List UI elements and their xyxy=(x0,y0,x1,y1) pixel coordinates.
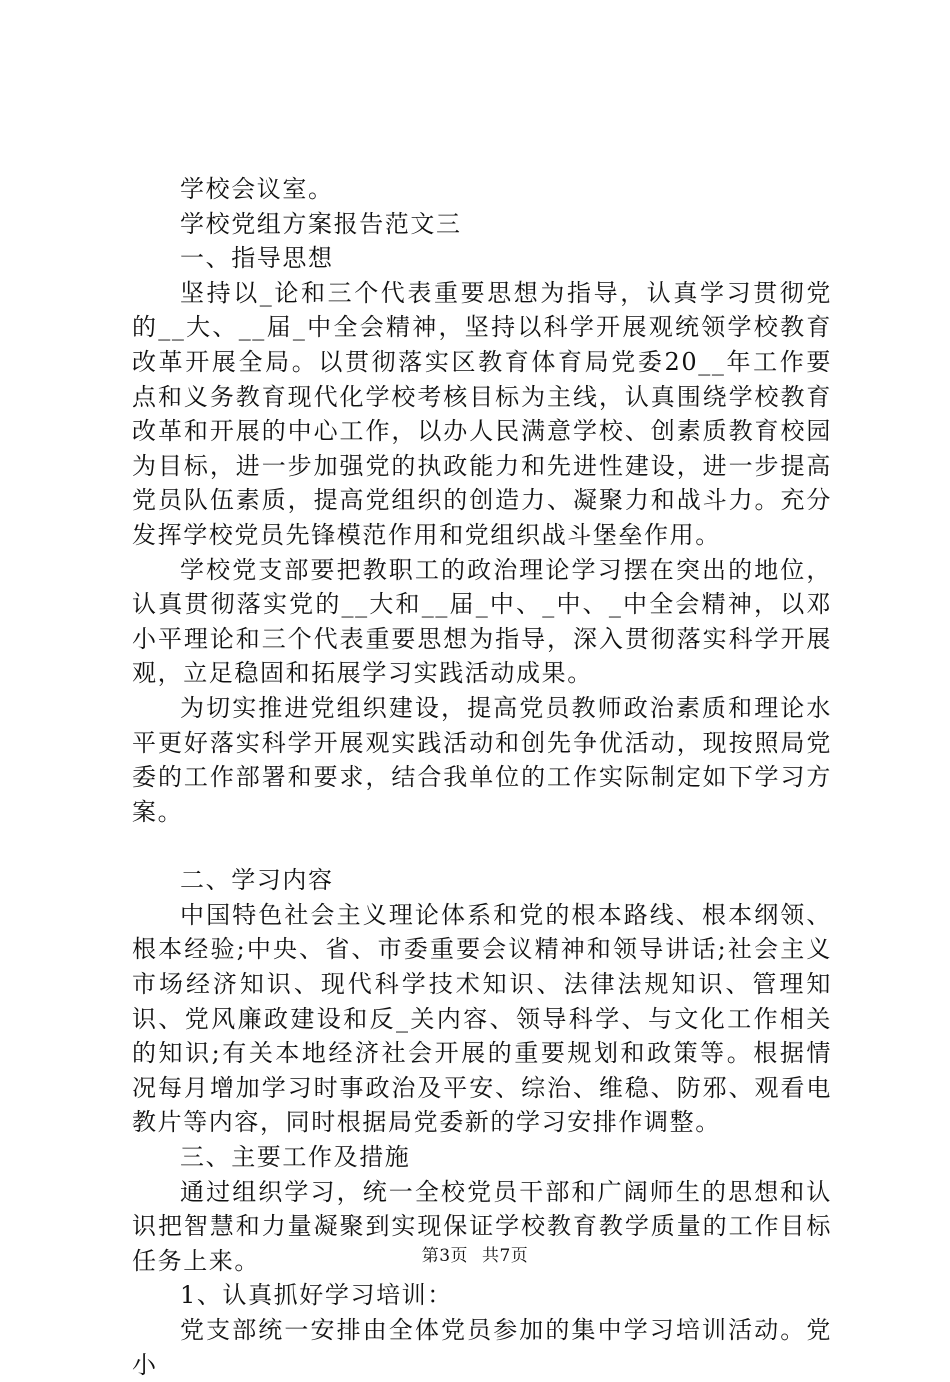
section-heading-main-work: 三、主要工作及措施 xyxy=(180,1143,411,1172)
paragraph-meeting-room: 学校会议室。 xyxy=(180,175,334,203)
document-body xyxy=(132,172,832,1382)
paragraph-study-plan-purpose: 为切实推进党组织建设，提高党员教师政治素质和理论水平更好落实科学开展观实践活动和创先争优活动，现按照局党委的工作部署和要求，结合我单位的工作实际制定如下学习方案。 xyxy=(132,693,832,826)
document-title: 学校党组方案报告范文三 xyxy=(180,209,462,238)
paragraph-guiding-ideology: 坚持以_论和三个代表重要思想为指导，认真学习贯彻党的__大、__届_中全会精神，坚持以科学开展观统领学校教育改革开展全局。以贯彻落实区教育体育局党委20__年工作要点和义务教育现代化学校考核目标为主线，认真围绕学校教育改革和开展的中心工作，以办人民满意学校、创素质教育校园为目标，进一步加强党的执政能力和先进性建设，进一步提高党员队伍素质，提高党组织的创造力、凝聚力和战斗力。充分发挥学校党员先锋模范作用和党组织战斗堡垒作用。 xyxy=(132,278,832,549)
paragraph-study-content: 中国特色社会主义理论体系和党的根本路线、根本纲领、根本经验;中央、省、市委重要会议精神和领导讲话;社会主义市场经济知识、现代科学技术知识、法律法规知识、管理知识、党风廉政建设和反_关内容、领导科学、与文化工作相关的知识;有关本地经济社会开展的重要规划和政策等。根据情况每月增加学习时事政治及平安、综治、维稳、防邪、观看电教片等内容，同时根据局党委新的学习安排作调整。 xyxy=(132,900,832,1137)
subheading-study-training: 1、认真抓好学习培训： xyxy=(180,1281,453,1310)
paragraph-party-branch-study: 学校党支部要把教职工的政治理论学习摆在突出的地位，认真贯彻落实党的__大和__届_中、_中、_中全会精神，以邓小平理论和三个代表重要思想为指导，深入贯彻落实科学开展观，立足稳固和拓展学习实践活动成果。 xyxy=(132,555,832,688)
section-heading-guiding-ideology: 一、指导思想 xyxy=(180,244,334,273)
page-total: 共7页 xyxy=(481,1246,529,1266)
paragraph-main-work: 通过组织学习，统一全校党员干部和广阔师生的思想和认识把智慧和力量凝聚到实现保证学校教育教学质量的工作目标任务上来。 xyxy=(132,1177,832,1275)
section-heading-study-content: 二、学习内容 xyxy=(180,866,334,895)
page-footer xyxy=(0,1241,950,1266)
paragraph-study-training: 党支部统一安排由全体党员参加的集中学习培训活动。党小 xyxy=(132,1316,832,1379)
page-number: 第3页 xyxy=(421,1246,469,1266)
